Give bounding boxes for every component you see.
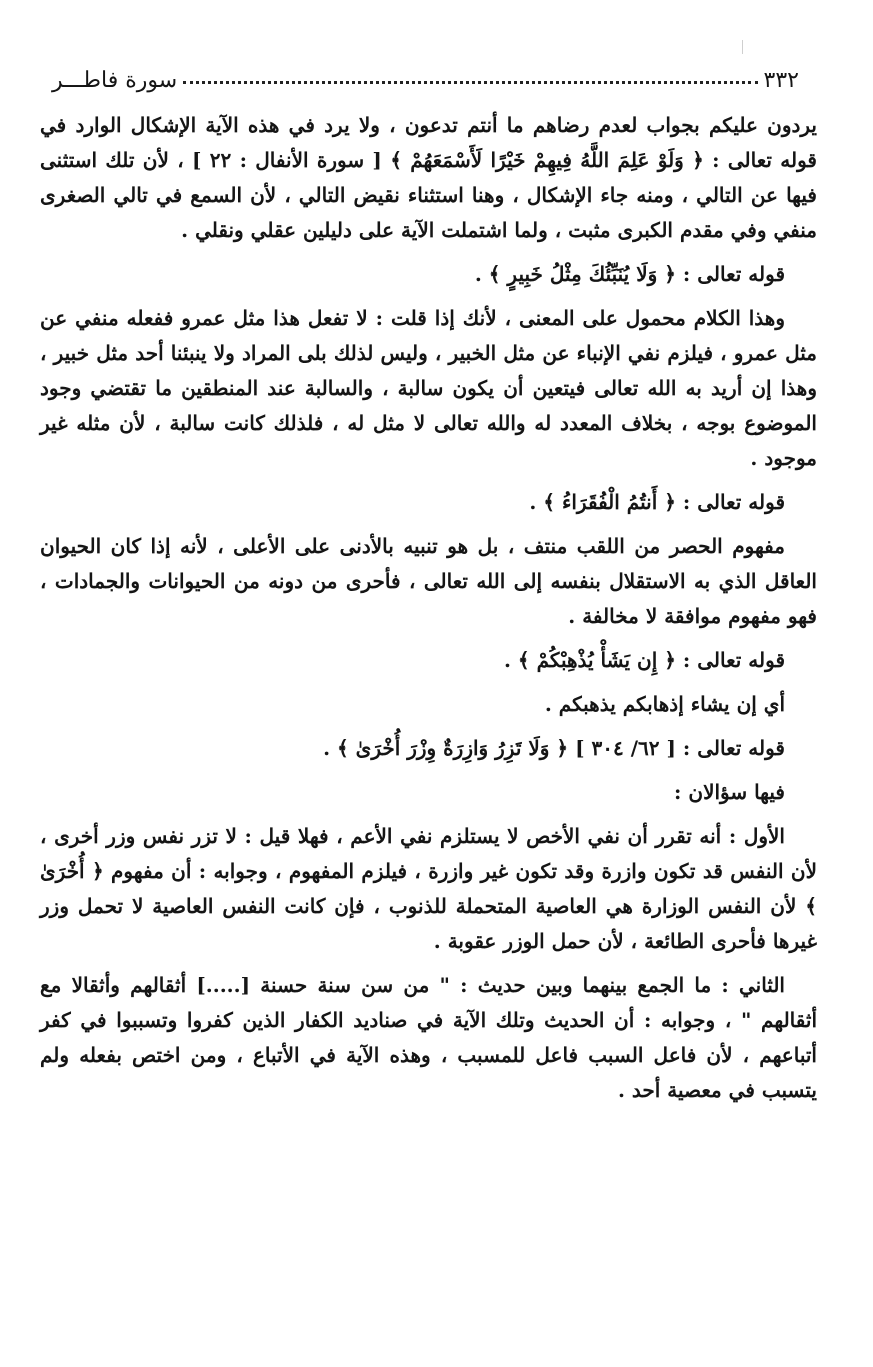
page-body: [40, 108, 817, 1117]
first-question: الأول : أنه تقرر أن نفي الأخص لا يستلزم نفي الأعم ، فهلا قيل : لا تزر نفس وزر أخرى ، لأن النفس قد تكون وازرة وقد تكون غير وازرة ، فيلزم المفهوم ، وجوابه : أن مفهوم ﴿ أُخْرَىٰ ﴾ لأن النفس الوزارة هي العاصية المتحملة للذنوب ، فإن كانت النفس العاصية لا تحمل وزر غيرها فأحرى الطائعة ، لأن حمل الوزر عقوبة .: [40, 824, 817, 953]
scan-artifact-mark: [742, 40, 743, 54]
second-question: الثاني : ما الجمع بينهما وبين حديث : " من سن سنة حسنة [.....] أثقالهم وأثقالا مع أثقالهم " ، وجوابه : أن الحديث وتلك الآية في صناديد الكفار الذين كفروا وتسببوا في كفر أتباعهم ، لأن فاعل السبب فاعل للمسبب ، وهذه الآية في الأتباع ، ومن اختص بفعله ولم يتسبب في معصية أحد .: [40, 973, 817, 1102]
paragraph-3: مفهوم الحصر من اللقب منتف ، بل هو تنبيه بالأدنى على الأعلى ، لأنه إذا كان الحيوان العاقل الذي به الاستقلال بنفسه إلى الله تعالى ، فأحرى من دونه من الحيوانات والجمادات ، فهو مفهوم موافقة لا مخالفة .: [40, 534, 817, 628]
running-head: [40, 62, 813, 98]
dotted-leader: [183, 81, 757, 84]
paragraph-1: يردون عليكم بجواب لعدم رضاهم ما أنتم تدعون ، ولا يرد في هذه الآية الإشكال الوارد في قوله تعالى : ﴿ وَلَوْ عَلِمَ اللَّهُ فِيهِمْ خَيْرًا لَأَسْمَعَهُمْ ﴾ [ سورة الأنفال : ٢٢ ] ، لأن تلك استثنى فيها عن التالي ، ومنه جاء الإشكال ، وهنا استثناء نقيض التالي ، لأن السمع في تالي الصغرى منفي وفي مقدم الكبرى مثبت ، ولما اشتملت الآية على دليلين عقلي ونقلي .: [40, 113, 817, 242]
surah-title: سورة فاطـــر: [52, 67, 178, 93]
paragraph-4: أي إن يشاء إذهابكم يذهبكم .: [544, 692, 785, 716]
page-number: ٣٣٢: [763, 67, 799, 93]
verse-heading-3: قوله تعالى : ﴿ إِن يَشَأْ يُذْهِبْكُمْ ﴾ .: [503, 648, 785, 672]
questions-intro: فيها سؤالان :: [674, 780, 785, 804]
verse-heading-2: قوله تعالى : ﴿ أَنتُمُ الْفُقَرَاءُ ﴾ .: [529, 490, 785, 514]
paragraph-2: وهذا الكلام محمول على المعنى ، لأنك إذا قلت : لا تفعل هذا مثل عمرو ففعله منفي عن مثل عمرو ، فيلزم نفي الإنباء عن مثل الخبير ، وليس لذلك بلى المراد ولا ينبئنا أحد مثل خبير ، وهذا إن أريد به الله تعالى فيتعين أن يكون سالبة ، والسالبة عند المنطقين ما تقتضي وجود الموضوع بوجه ، بخلاف المعدد له والله تعالى لا مثل له ، فلذلك كانت سالبة ، لأن مثله غير موجود .: [40, 306, 817, 470]
verse-heading-4: قوله تعالى : [ ٦٢/ ٣٠٤ ] ﴿ وَلَا تَزِرُ وَازِرَةٌ وِزْرَ أُخْرَىٰ ﴾ .: [323, 736, 785, 760]
verse-heading-1: قوله تعالى : ﴿ وَلَا يُنَبِّئُكَ مِثْلُ خَبِيرٍ ﴾ .: [474, 262, 785, 286]
